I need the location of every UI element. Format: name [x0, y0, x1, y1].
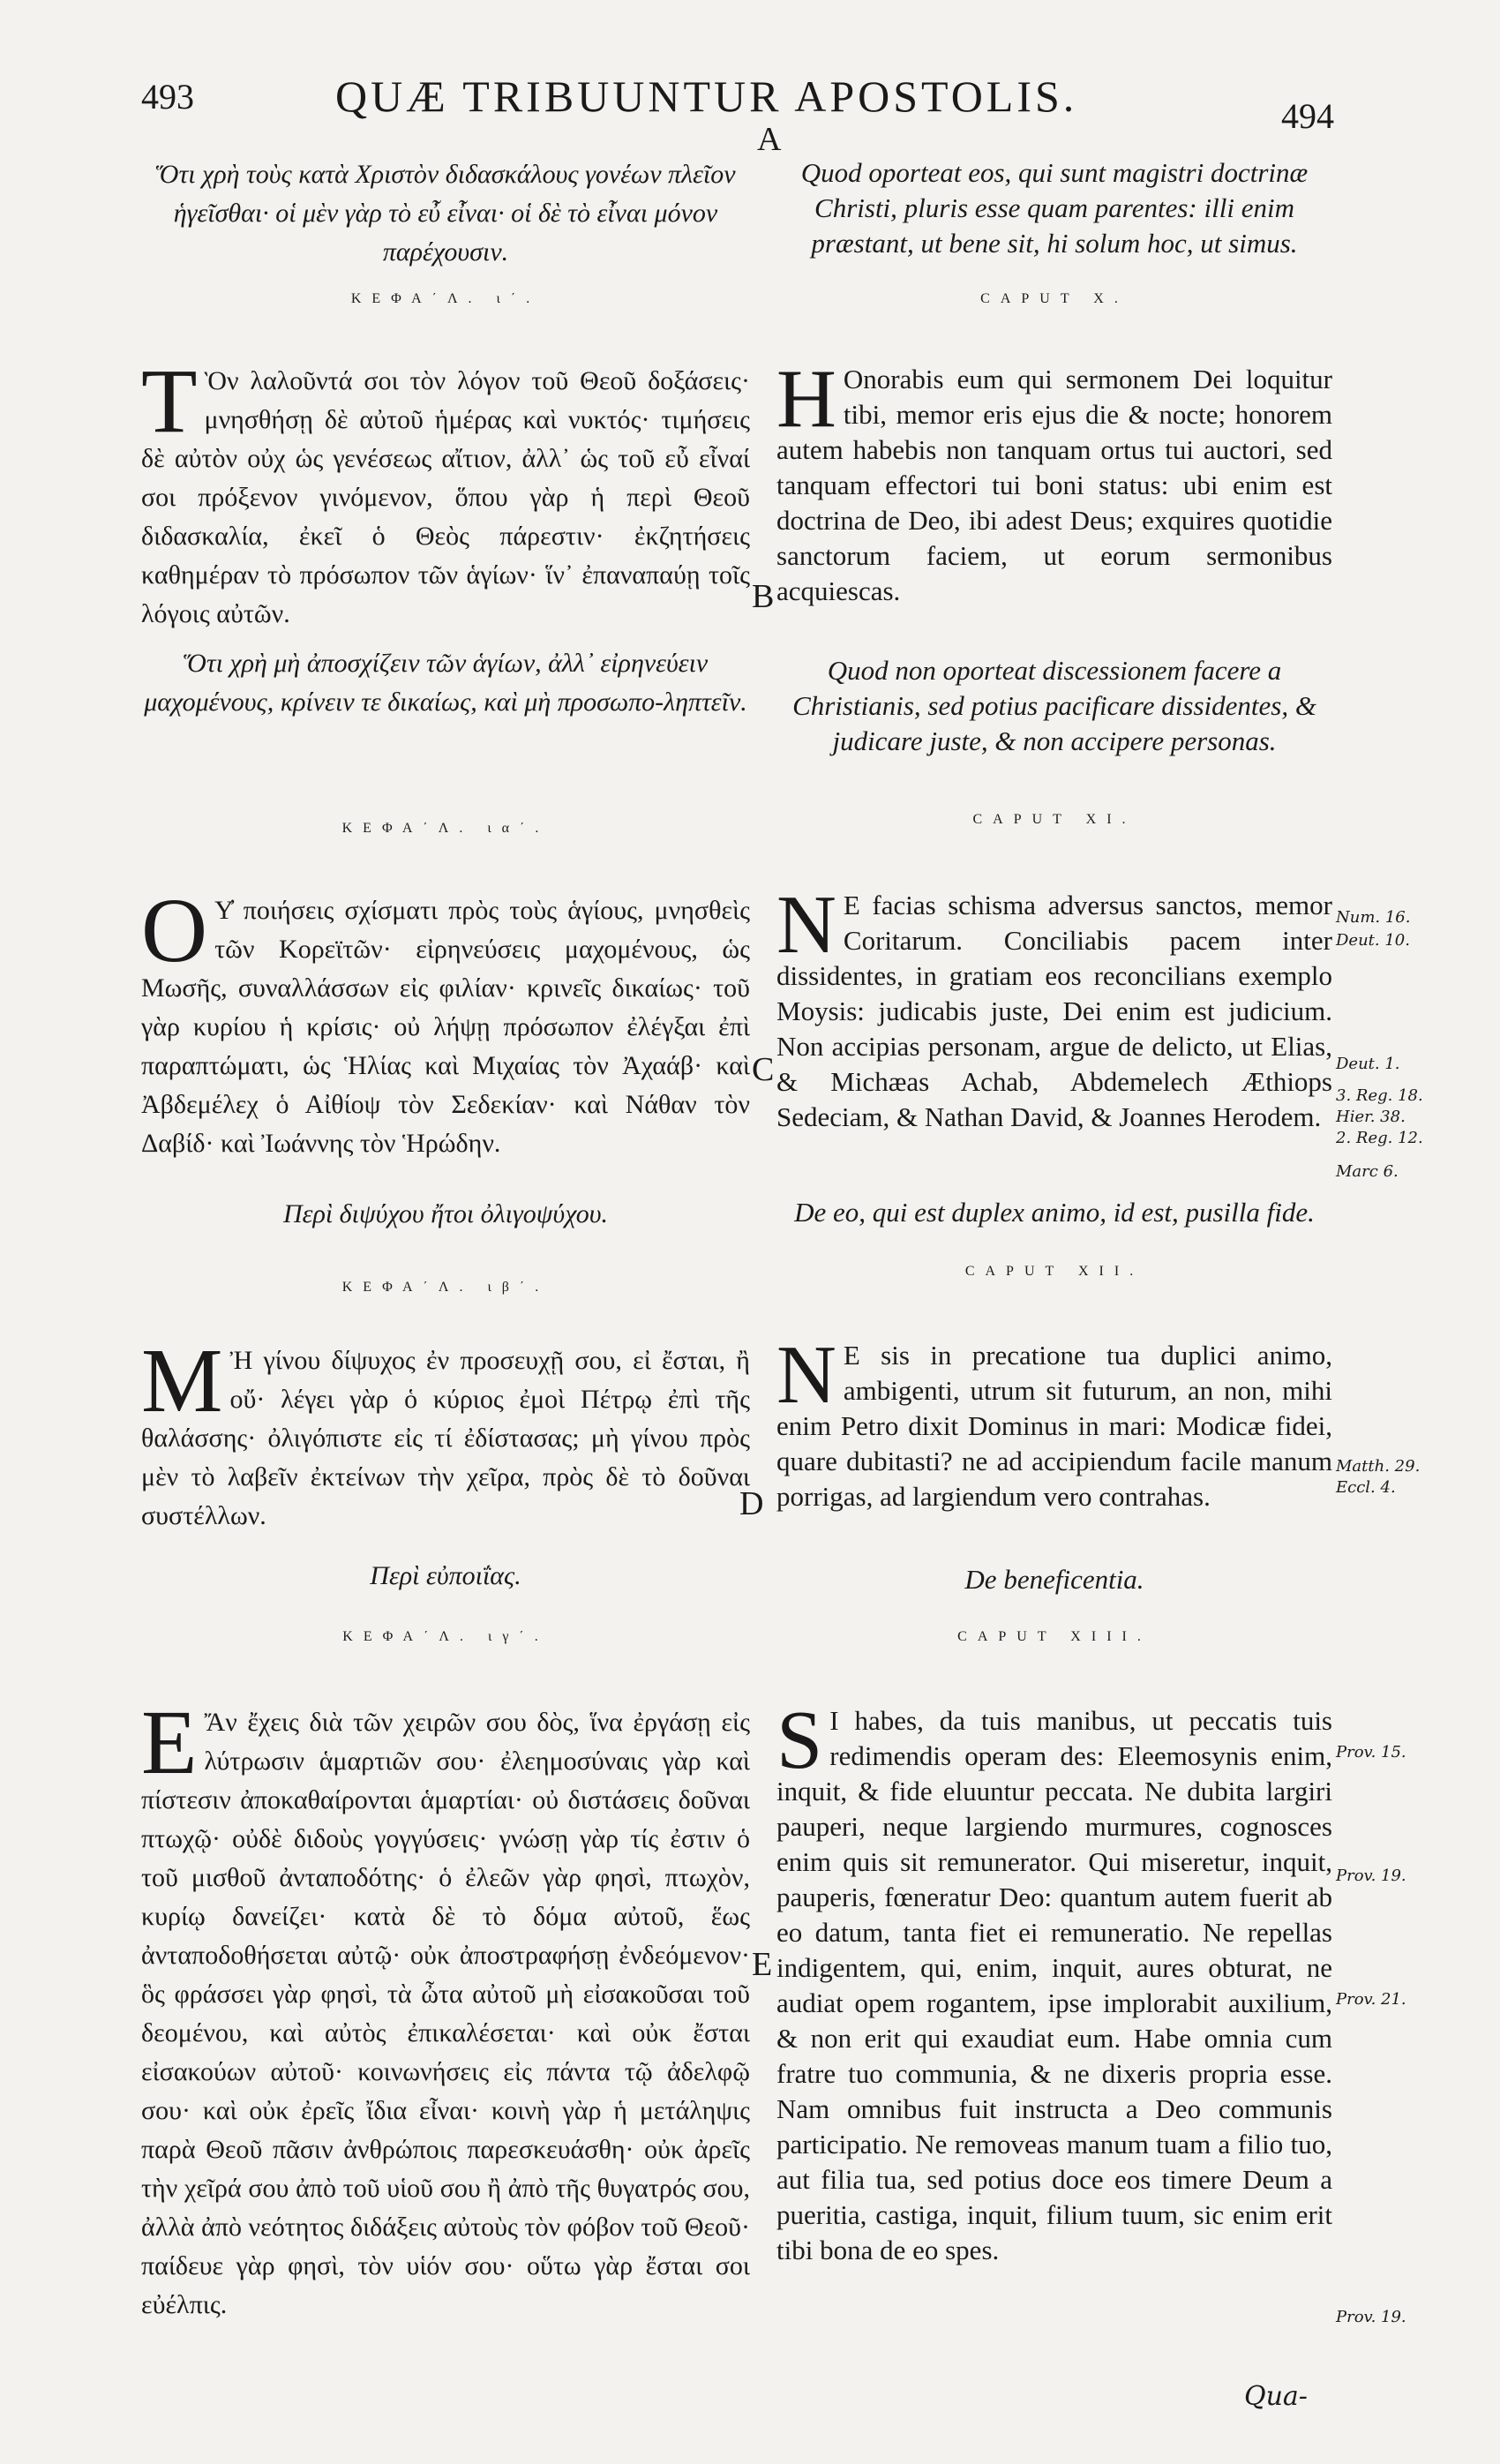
latin-text-11: E facias schisma adversus sanctos, memor Coritarum. Conciliabis pacem inter dissidentes, in gratiam eos reconcilians exemplo Moysis: judicabis juste, Dei enim est judicium. Non accipias personam, argue de delicto, ut Elias, & Michæas Achab, Abdemelech Æthiops Sedeciam, & Nathan David, & Joannes Herodem.	[776, 890, 1332, 1132]
margin-letter-c: C	[752, 1051, 775, 1088]
greek-heading-10: Ὅτι χρὴ τοὺς κατὰ Χριστὸν διδασκάλους γονέων πλεῖον ἡγεῖσθαι· οἱ μὲν γὰρ τὸ εὖ εἶναι· οἱ δὲ τὸ εἶναι μόνον παρέχουσιν.	[155, 160, 736, 267]
greek-chapter-12: ΚΕΦΑ΄Λ. ιβ΄.	[341, 1280, 550, 1295]
drop-cap: Ε	[141, 1692, 198, 1793]
latin-section-11	[776, 879, 1332, 1135]
latin-heading-13: De beneficentia.	[964, 1564, 1144, 1595]
greek-text-10: Ὸν λαλοῦντά σοι τὸν λόγον τοῦ Θεοῦ δοξάσεις· μνησθήσῃ δὲ αὐτοῦ ἡμέρας καὶ νυκτός· τιμήσεις δὲ αὐτὸν οὐχ ὡς γενέσεως αἴτιον, ἀλλ᾽ ὡς τοῦ εὖ εἶναί σοι πρόξενον γινόμενον, ὅπου γὰρ ἡ περὶ Θεοῦ διδασκαλία, ἐκεῖ ὁ Θεὸς πάρεστιν· ἐκζητήσεις καθημέραν τὸ πρόσωπον τῶν ἁγίων· ἵν᾽ ἐπαναπαύῃ τοῖς λόγοις αὐτῶν.	[141, 366, 750, 628]
latin-text-10: Onorabis eum qui sermonem Dei loquitur tibi, memor eris ejus die & nocte; honorem autem habebis non tanquam ortus tui auctori, sed tanquam effectori tui boni status: ubi enim est doctrina de Deo, ibi adest Deus; exquires quotidie sanctorum faciem, ut eorum sermonibus acquiescas.	[776, 364, 1332, 606]
greek-text-12: Ἠ γίνου δίψυχος ἐν προσευχῇ σου, εἰ ἔσται, ἢ οὔ· λέγει γὰρ ὁ κύριος ἐμοὶ Πέτρῳ ἐπὶ τῆς θαλάσσης· ὀλιγόπιστε εἰς τί ἐδίστασας; μὴ γίνου πρὸς μὲν τὸ λαβεῖν ἐκτείνων τὴν χεῖρα, πρὸς δὲ τὸ δοῦναι συστέλλων.	[141, 1346, 750, 1530]
margin-note: Deut. 1.	[1336, 1055, 1400, 1073]
drop-cap: Ο	[141, 880, 208, 981]
latin-section-10	[776, 353, 1332, 609]
margin-note: 2. Reg. 12.	[1336, 1129, 1423, 1147]
margin-note: Hier. 38.	[1336, 1108, 1406, 1126]
latin-text-13: I habes, da tuis manibus, ut peccatis tuis redimendis operam des: Eleemosynis enim, inquit, & fide eluuntur peccata. Ne dubita largiri pauperi, neque largiendo murmures, cognosces enim quis sit remunerator. Qui miseretur, inquit, pauperis, fœneratur Deo: quantum autem fuerit ab eo datum, tanta fiet ei remuneratio. Ne repellas indigentem, qui, enim, inquit, aures obturat, ne audiat opem rogantem, ipse implorabit auxilium, & non erit qui exaudiat eum. Habe omnia cum fratre tuo communia, & ne dixeris propria esse. Nam omnibus fuit instructa a Deo communis participatio. Ne removeas manum tuam a filio tuo, aut filia tua, sed potius doce eos timere Deum a pueritia, castiga, inquit, filium tuum, sic enim erit tibi bona de eo spes.	[776, 1705, 1332, 2265]
margin-letter-b: B	[752, 578, 775, 615]
greek-heading-11: Ὅτι χρὴ μὴ ἀποσχίζειν τῶν ἁγίων, ἀλλ᾽ εἰρηνεύειν μαχομένους, κρίνειν τε δικαίως, καὶ μὴ προσωπο-ληπτεῖν.	[144, 649, 747, 717]
margin-note: Prov. 19.	[1336, 2308, 1406, 2326]
greek-text-11: Υ̓ ποιήσεις σχίσματι πρὸς τοὺς ἁγίους, μνησθεὶς τῶν Κορεϊτῶν· εἰρηνεύσεις μαχομένους, ὡς Μωσῆς, συναλλάσσων εἰς φιλίαν· κρινεῖς δικαίως· τοῦ γὰρ κυρίου ἡ κρίσις· οὐ λήψῃ πρόσωπον ἐλέγξαι ἐπὶ παραπτώματι, ὡς Ἡλίας καὶ Μιχαίας τὸν Ἀχαάβ· καὶ Ἀβδεμέλεχ ὁ Αἰθίοψ τὸν Σεδεκίαν· καὶ Νάθαν τὸν Δαβίδ· καὶ Ἰωάννης τὸν Ἡρώδην.	[141, 896, 750, 1158]
greek-heading-13: Περὶ εὐποιΐας.	[370, 1561, 521, 1590]
drop-cap: Μ	[141, 1330, 223, 1431]
greek-heading-12: Περὶ διψύχου ἤτοι ὀλιγοψύχου.	[282, 1199, 609, 1228]
greek-chapter-13: ΚΕΦΑ΄Λ. ιγ΄.	[342, 1629, 549, 1644]
margin-note: Marc 6.	[1336, 1162, 1399, 1181]
margin-note: 3. Reg. 18.	[1336, 1086, 1423, 1105]
margin-note: Num. 16.	[1336, 908, 1411, 927]
drop-cap: N	[776, 879, 836, 971]
latin-heading-12: De eo, qui est duplex animo, id est, pusilla fide.	[794, 1197, 1315, 1228]
margin-note: Eccl. 4.	[1336, 1478, 1396, 1497]
margin-note: Prov. 21.	[1336, 1990, 1406, 2009]
greek-text-13: Ἄν ἔχεις διὰ τῶν χειρῶν σου δὸς, ἵνα ἐργάσῃ εἰς λύτρωσιν ἁμαρτιῶν σου· ἐλεημοσύναις γὰρ καὶ πίστεσιν ἀποκαθαίρονται ἁμαρτίαι· οὐ διστάσεις δοῦναι πτωχῷ· οὐδὲ διδοὺς γογγύσεις· γνώσῃ γὰρ τίς ἐστιν ὁ τοῦ μισθοῦ ἀνταποδότης· ὁ ἐλεῶν γὰρ φησὶ, πτωχὸν, κυρίῳ δανείζει· κατὰ δὲ τὸ δόμα αὐτοῦ, ἕως ἀνταποδοθήσεται αὐτῷ· οὐκ ἀποστραφήσῃ ἐνδεόμενον· ὃς φράσσει γὰρ φησὶ, τὰ ὦτα αὐτοῦ μὴ εἰσακοῦσαι τοῦ δεομένου, καὶ αὐτὸς ἐπικαλέσεται· καὶ οὐκ ἔσται εἰσακούων αὐτοῦ· κοινωνήσεις εἰς πάντα τῷ ἀδελφῷ σου· καὶ οὐκ ἐρεῖς ἴδια εἶναι· κοινὴ γὰρ ἡ μετάληψις παρὰ Θεοῦ πᾶσιν ἀνθρώποις παρεσκευάσθη· οὐκ ἀρεῖς τὴν χεῖρά σου ἀπὸ τοῦ υἱοῦ σου ἢ ἀπὸ τῆς θυγατρός σου, ἀλλὰ ἀπὸ νεότητος διδάξεις αὐτοὺς τὸν φόβον τοῦ Θεοῦ· παίδευε γὰρ φησὶ, τὸν υἱόν σου· οὕτω γὰρ ἔσται σοι εὐέλπις.	[141, 1708, 750, 2319]
latin-heading-10: Quod oporteat eos, qui sunt magistri doctrinæ Christi, pluris esse quam parentes: illi enim præstant, ut bene sit, hi solum hoc, ut simus.	[800, 157, 1309, 259]
greek-section-12	[141, 1330, 750, 1536]
margin-note: Prov. 19.	[1336, 1867, 1406, 1885]
greek-section-10	[141, 350, 750, 634]
margin-letter-d: D	[739, 1485, 764, 1522]
drop-cap: S	[776, 1694, 823, 1786]
latin-section-12	[776, 1329, 1332, 1514]
greek-section-13	[141, 1692, 750, 2325]
margin-note: Prov. 15.	[1336, 1743, 1406, 1762]
latin-chapter-13: CAPUT XIII.	[957, 1629, 1151, 1644]
running-title: QUÆ TRIBUUNTUR APOSTOLIS.	[335, 71, 1078, 121]
latin-chapter-11: CAPUT XI.	[972, 812, 1136, 827]
margin-letter-a: A	[757, 121, 782, 158]
latin-chapter-10: CAPUT X.	[980, 291, 1129, 306]
margin-letter-e: E	[752, 1946, 773, 1983]
greek-section-11	[141, 880, 750, 1163]
greek-chapter-10: ΚΕΦΑ΄Λ. ι΄.	[350, 291, 541, 306]
latin-text-12: E sis in precatione tua duplici animo, ambigenti, utrum sit futurum, an non, mihi enim Petro dixit Dominus in mari: Modicæ fidei, quare dubitasti? ne ad accipiendum facile manum porrigas, ad largiendum vero contrahas.	[776, 1340, 1332, 1512]
page-number-right: 494	[1281, 96, 1334, 136]
drop-cap: N	[776, 1329, 836, 1421]
margin-note: Deut. 10.	[1336, 931, 1410, 950]
margin-note: Matth. 29.	[1336, 1457, 1421, 1476]
drop-cap: H	[776, 353, 836, 445]
catchword: Qua-	[1244, 2381, 1308, 2412]
greek-chapter-11: ΚΕΦΑ΄Λ. ια΄.	[341, 821, 550, 836]
latin-chapter-12: CAPUT XII.	[964, 1264, 1144, 1279]
drop-cap: Τ	[141, 350, 198, 452]
latin-heading-11: Quod non oporteat discessionem facere a Christianis, sed potius pacificare dissidentes, & judicare juste, & non accipere personas.	[792, 655, 1316, 756]
page-number-left: 493	[141, 77, 194, 116]
latin-section-13	[776, 1694, 1332, 2268]
